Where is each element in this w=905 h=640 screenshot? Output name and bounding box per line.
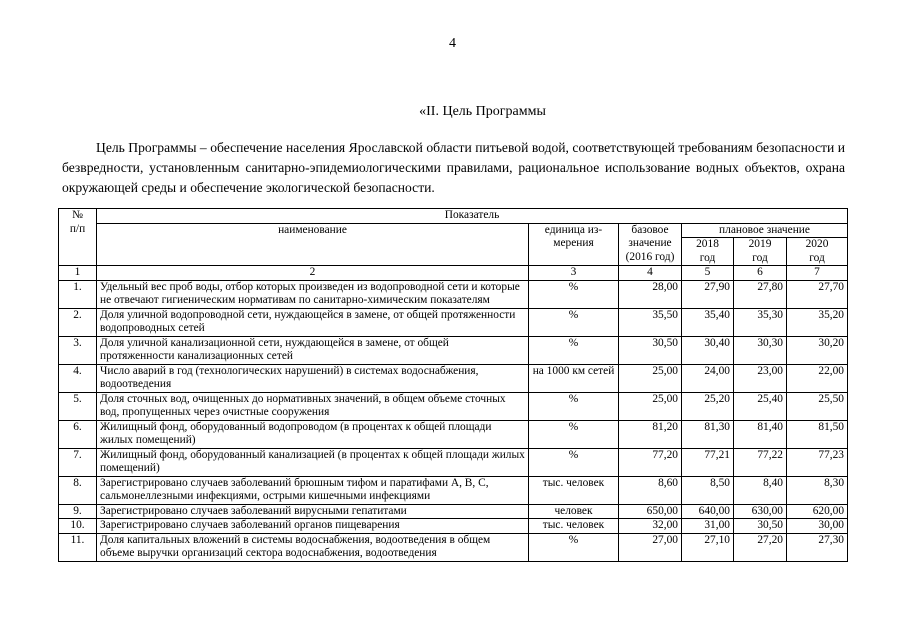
- row-base-value: 27,00: [619, 533, 682, 561]
- row-number: 10.: [59, 519, 97, 534]
- header-planned: плановое значение: [682, 223, 848, 238]
- table-row: [59, 448, 848, 476]
- row-value-2019: 27,20: [734, 533, 787, 561]
- row-value-2020: 77,23: [787, 448, 848, 476]
- table-row: [59, 336, 848, 364]
- header-base: базовое значение (2016 год): [619, 223, 682, 266]
- row-base-value: 32,00: [619, 519, 682, 534]
- row-value-2020: 8,30: [787, 476, 848, 504]
- row-unit: на 1000 км сетей: [529, 364, 619, 392]
- indicators-table: [58, 208, 848, 562]
- row-base-value: 650,00: [619, 504, 682, 519]
- row-unit: %: [529, 392, 619, 420]
- row-base-value: 81,20: [619, 420, 682, 448]
- row-value-2018: 640,00: [682, 504, 734, 519]
- row-value-2018: 31,00: [682, 519, 734, 534]
- row-value-2019: 81,40: [734, 420, 787, 448]
- row-unit: %: [529, 308, 619, 336]
- table-row: [59, 364, 848, 392]
- column-number: 2: [97, 266, 529, 281]
- row-value-2020: 620,00: [787, 504, 848, 519]
- column-number: 6: [734, 266, 787, 281]
- row-value-2019: 25,40: [734, 392, 787, 420]
- row-name: Доля капитальных вложений в системы водоснабжения, водоотведения в общем объеме выручки организаций сектора водоснабжения, водоотведения: [97, 533, 529, 561]
- row-number: 6.: [59, 420, 97, 448]
- column-number: 4: [619, 266, 682, 281]
- row-base-value: 8,60: [619, 476, 682, 504]
- row-number: 8.: [59, 476, 97, 504]
- row-value-2019: 30,30: [734, 336, 787, 364]
- row-base-value: 77,20: [619, 448, 682, 476]
- row-name: Доля сточных вод, очищенных до нормативных значений, в общем объеме сточных вод, пропущенных через очистные сооружения: [97, 392, 529, 420]
- table-row: [59, 504, 848, 519]
- row-unit: %: [529, 533, 619, 561]
- column-numbers-row: [59, 266, 848, 281]
- row-name: Число аварий в год (технологических нарушений) в системах водоснабжения, водоотведения: [97, 364, 529, 392]
- row-number: 9.: [59, 504, 97, 519]
- row-name: Жилищный фонд, оборудованный канализацией (в процентах к общей площади жилых помещений): [97, 448, 529, 476]
- header-name: наименование: [97, 223, 529, 266]
- row-base-value: 30,50: [619, 336, 682, 364]
- row-unit: человек: [529, 504, 619, 519]
- header-year-2018: 2018 год: [682, 238, 734, 266]
- row-name: Доля уличной водопроводной сети, нуждающейся в замене, от общей протяженности водопроводных сетей: [97, 308, 529, 336]
- row-name: Зарегистрировано случаев заболеваний вирусными гепатитами: [97, 504, 529, 519]
- row-value-2020: 30,00: [787, 519, 848, 534]
- table-row: [59, 308, 848, 336]
- row-number: 7.: [59, 448, 97, 476]
- row-value-2018: 77,21: [682, 448, 734, 476]
- row-base-value: 28,00: [619, 280, 682, 308]
- row-value-2020: 27,70: [787, 280, 848, 308]
- table-row: [59, 533, 848, 561]
- row-value-2020: 22,00: [787, 364, 848, 392]
- row-value-2018: 25,20: [682, 392, 734, 420]
- row-number: 2.: [59, 308, 97, 336]
- table-body: [59, 280, 848, 561]
- row-value-2020: 35,20: [787, 308, 848, 336]
- row-number: 3.: [59, 336, 97, 364]
- row-value-2020: 81,50: [787, 420, 848, 448]
- table-row: [59, 280, 848, 308]
- row-value-2018: 30,40: [682, 336, 734, 364]
- row-base-value: 25,00: [619, 364, 682, 392]
- row-value-2020: 25,50: [787, 392, 848, 420]
- row-unit: тыс. человек: [529, 476, 619, 504]
- row-value-2018: 81,30: [682, 420, 734, 448]
- row-number: 5.: [59, 392, 97, 420]
- row-number: 1.: [59, 280, 97, 308]
- row-value-2019: 27,80: [734, 280, 787, 308]
- page-number: 4: [449, 36, 456, 51]
- row-name: Зарегистрировано случаев заболеваний брюшным тифом и паратифами А, В, С, сальмонеллезными инфекциями, острыми кишечными инфекциями: [97, 476, 529, 504]
- header-year-2019: 2019 год: [734, 238, 787, 266]
- row-unit: %: [529, 280, 619, 308]
- row-value-2020: 27,30: [787, 533, 848, 561]
- row-number: 4.: [59, 364, 97, 392]
- row-value-2019: 30,50: [734, 519, 787, 534]
- header-no: № п/п: [59, 209, 97, 266]
- row-base-value: 25,00: [619, 392, 682, 420]
- table-row: [59, 420, 848, 448]
- column-number: 3: [529, 266, 619, 281]
- row-value-2018: 8,50: [682, 476, 734, 504]
- column-number: 7: [787, 266, 848, 281]
- column-number: 5: [682, 266, 734, 281]
- section-title: «II. Цель Программы: [419, 104, 546, 119]
- row-unit: %: [529, 448, 619, 476]
- table-row: [59, 519, 848, 534]
- row-name: Доля уличной канализационной сети, нуждающейся в замене, от общей протяженности канализационных сетей: [97, 336, 529, 364]
- row-name: Жилищный фонд, оборудованный водопроводом (в процентах к общей площади жилых помещений): [97, 420, 529, 448]
- column-number: 1: [59, 266, 97, 281]
- intro-paragraph: Цель Программы – обеспечение населения Ярославской области питьевой водой, соответствующей требованиям безопасности и безвредности, установленным санитарно-эпидемиологическими правилами, рациональное использование водных объектов, охрана окружающей среды и обеспечение экологической безопасности.: [62, 140, 845, 195]
- header-unit: единица из- мерения: [529, 223, 619, 266]
- row-name: Удельный вес проб воды, отбор которых произведен из водопроводной сети и которые не отвечают гигиеническим нормативам по санитарно-химическим показателям: [97, 280, 529, 308]
- row-value-2019: 77,22: [734, 448, 787, 476]
- row-value-2018: 27,90: [682, 280, 734, 308]
- row-value-2018: 24,00: [682, 364, 734, 392]
- row-value-2020: 30,20: [787, 336, 848, 364]
- table-row: [59, 476, 848, 504]
- row-base-value: 35,50: [619, 308, 682, 336]
- row-value-2018: 27,10: [682, 533, 734, 561]
- header-indicator: Показатель: [97, 209, 848, 224]
- row-value-2019: 23,00: [734, 364, 787, 392]
- row-unit: тыс. человек: [529, 519, 619, 534]
- row-number: 11.: [59, 533, 97, 561]
- row-value-2018: 35,40: [682, 308, 734, 336]
- row-unit: %: [529, 336, 619, 364]
- row-unit: %: [529, 420, 619, 448]
- row-value-2019: 35,30: [734, 308, 787, 336]
- header-year-2020: 2020 год: [787, 238, 848, 266]
- row-name: Зарегистрировано случаев заболеваний органов пищеварения: [97, 519, 529, 534]
- table-row: [59, 392, 848, 420]
- row-value-2019: 630,00: [734, 504, 787, 519]
- row-value-2019: 8,40: [734, 476, 787, 504]
